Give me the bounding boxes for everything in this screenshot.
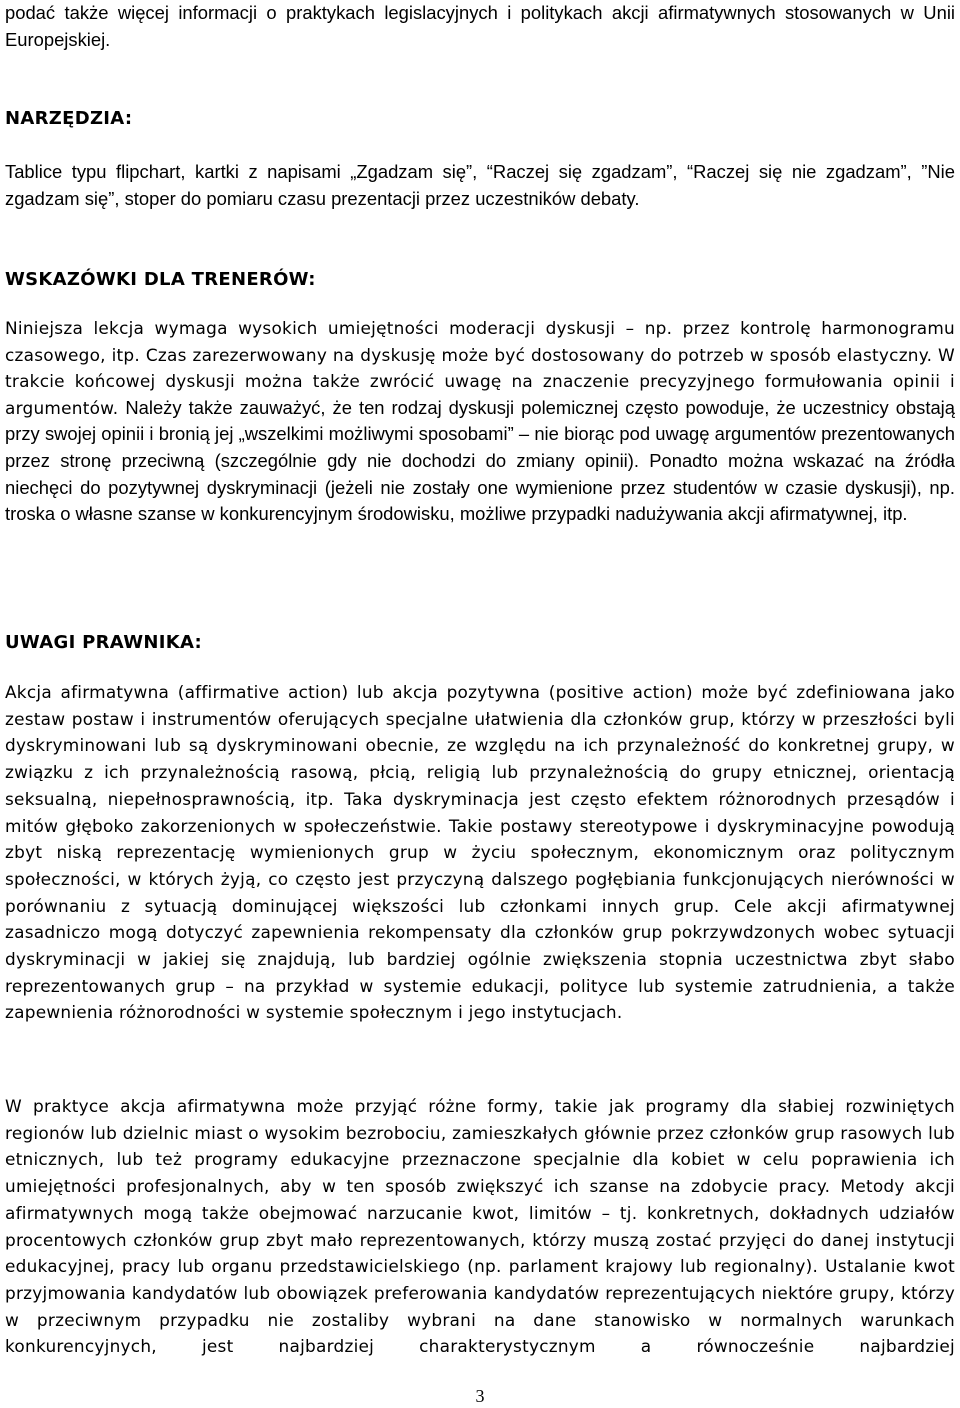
tools-paragraph: Tablice typu flipchart, kartki z napisami „Zgadzam się”, “Raczej się zgadzam”, “Raczej się nie zgadzam”, ”Nie zgadzam się”, stoper do pomiaru czasu prezentacji przez uczestników debaty. <box>5 161 955 209</box>
tools-heading: NARZĘDZIA: <box>5 108 133 129</box>
page-number: 3 <box>475 1386 485 1406</box>
trainers-heading: WSKAZÓWKI DLA TRENERÓW: <box>5 269 316 290</box>
trainers-text-verdana: Niniejsza lekcja wymaga wysokich umiejętności moderacji dyskusji – np. przez kontrolę harmonogramu czasowego, itp. Czas zarezerwowany na dyskusję może być dostosowany do potrzeb w sposób elastyczny. W trakcie końcowej dyskusji można także zwrócić uwagę na znaczenie precyzyjnego formułowania opinii i argumentów. <box>5 318 955 418</box>
lawyer-heading: UWAGI PRAWNIKA: <box>5 632 203 653</box>
document-page <box>5 0 955 1408</box>
lawyer-paragraph-1: Akcja afirmatywna (affirmative action) lub akcja pozytywna (positive action) może być zdefiniowana jako zestaw postaw i instrumentów oferujących specjalne ułatwienia dla członków grup, którzy w przeszłości byli dyskryminowani lub są dyskryminowani obecnie, ze względu na ich przynależność do konkretnej grupy, w związku z ich przynależnością rasową, płcią, religią lub przynależnością do grupy etnicznej, orientacją seksualną, niepełnosprawnością, itp. Taka dyskryminacja jest często efektem różnorodnych przesądów i mitów głęboko zakorzenionych w społeczeństwie. Takie postawy stereotypowe i dyskryminacyjne powodują zbyt niską reprezentację wymienionych grup w życiu społecznym, ekonomicznym oraz politycznym społeczności, w których żyją, co często jest przyczyną dalszego pogłębiania funkcjonujących nierówności w porównaniu z sytuacją dominującej większości lub członkami innych grup. Cele akcji afirmatywnej zasadniczo mogą dotyczyć zapewnienia rekompensaty dla członków grup pokrzywdzonych wobec sytuacji dyskryminacji w jakiej się znajdują, lub bardziej ogólnie zwiększenia stopnia uczestnictwa zbyt słabo reprezentowanych grup – na przykład w systemie edukacji, polityce lub systemie zatrudnienia, a także zapewnienia różnorodności w systemie społecznym i jego instytucjach. <box>5 682 955 1023</box>
intro-paragraph: podać także więcej informacji o praktykach legislacyjnych i politykach akcji afirmatywnych stosowanych w Unii Europejskiej. <box>5 2 955 50</box>
lawyer-paragraph-2: W praktyce akcja afirmatywna może przyjąć różne formy, takie jak programy dla słabiej rozwiniętych regionów lub dzielnic miast o wysokim bezrobociu, zamieszkałych głównie przez członków grup rasowych lub etnicznych, lub też programy edukacyjne przeznaczone specjalnie dla kobiet w celu poprawienia ich umiejętności profesjonalnych, aby w ten sposób zwiększyć ich szanse na zdobycie pracy. Metody akcji afirmatywnych mogą także obejmować narzucanie kwot, limitów – tj. konkretnych, dokładnych udziałów procentowych członków grup zbyt mało reprezentowanych, którzy muszą zostać przyjęci do danej instytucji edukacyjnej, pracy lub organu przedstawicielskiego (np. parlament krajowy lub regionalny). Ustalanie kwot przyjmowania kandydatów lub obowiązek preferowania kandydatów reprezentujących niektóre grupy, którzy w przeciwnym przypadku nie zostaliby wybrani na dane stanowisko w normalnych warunkach konkurencyjnych, jest najbardziej charakterystycznym a równocześnie najbardziej <box>5 1096 955 1357</box>
trainers-text-arial: Należy także zauważyć, że ten rodzaj dyskusji polemicznej często powoduje, że uczestnicy obstają przy swojej opinii i bronią jej „wszelkimi możliwymi sposobami” – nie biorąc pod uwagę argumentów prezentowanych przez stronę przeciwną (szczególnie gdy nie dochodzi do zmiany opinii). Ponadto można wskazać na źródła niechęci do pozytywnej dyskryminacji (jeżeli nie zostały one wymienione przez studentów w czasie dyskusji), np. troska o własne szanse w konkurencyjnym środowisku, możliwe przypadki nadużywania akcji afirmatywnej, itp. <box>5 396 955 525</box>
trainers-paragraph <box>5 315 955 528</box>
